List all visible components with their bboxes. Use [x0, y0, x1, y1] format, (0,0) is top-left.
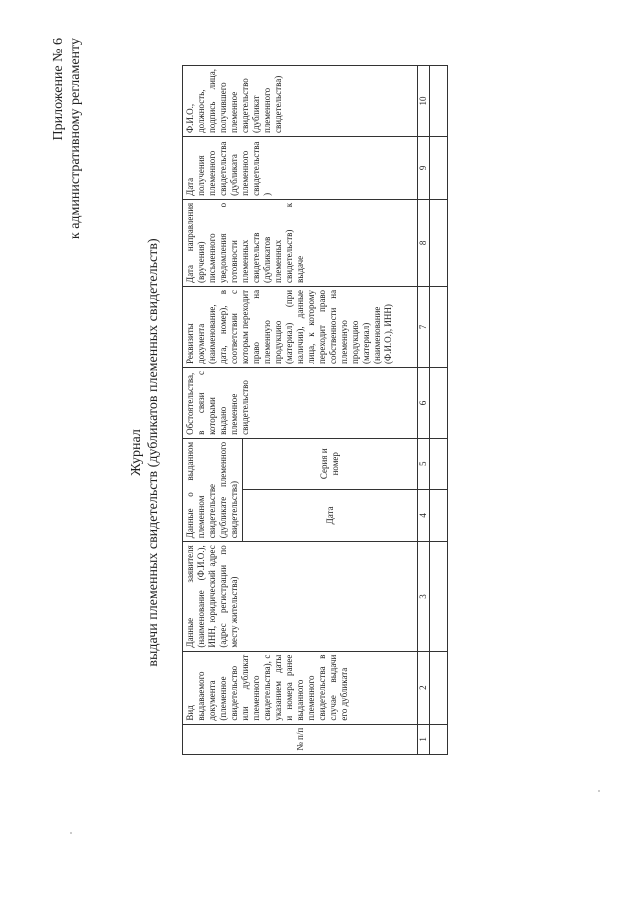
empty-row: [430, 66, 448, 755]
empty-cell: [430, 489, 448, 542]
header-series-number: Серия и номер: [243, 438, 418, 489]
empty-cell: [430, 66, 448, 137]
column-number: 1: [418, 724, 430, 754]
header-date: Дата: [243, 489, 418, 542]
column-number: 6: [418, 367, 430, 438]
title-main: Журнал: [129, 429, 144, 476]
title-subtitle: выдачи племенных свидетельств (дубликатов племенных свидетельств): [146, 238, 161, 667]
appendix-note: [50, 38, 84, 239]
empty-cell: [430, 542, 448, 651]
column-number-row: [418, 66, 430, 755]
header-notification-date: Дата направления (вручения) письменного уведомления о готовности племенных свидетельств (дубликатов племенных свидетельств) к выдаче: [183, 199, 418, 286]
empty-cell: [430, 367, 448, 438]
column-number: 2: [418, 651, 430, 724]
empty-cell: [430, 724, 448, 754]
column-number: 10: [418, 66, 430, 137]
header-applicant-data: Данные заявителя (наименование (Ф.И.О.), ИНН, юридический адрес (адрес регистрации по месту жительства): [183, 542, 418, 651]
header-circumstances: Обстоятельства, в связи с которыми выдано племенное свидетельство: [183, 367, 418, 438]
header-certificate-group: Данные о выданном племенном свидетельстве (дубликате племенного свидетельства): [183, 438, 243, 541]
empty-cell: [430, 137, 448, 200]
empty-cell: [430, 651, 448, 724]
scan-speck: [70, 832, 72, 834]
appendix-reference: к административному регламенту: [68, 38, 83, 240]
empty-cell: [430, 286, 448, 367]
empty-cell: [430, 199, 448, 286]
column-number: 9: [418, 137, 430, 200]
column-number: 5: [418, 438, 430, 489]
column-number: 7: [418, 286, 430, 367]
document-title: [128, 20, 162, 885]
appendix-number: Приложение № 6: [51, 38, 66, 141]
scan-speck: [598, 790, 600, 792]
column-number: 8: [418, 199, 430, 286]
column-number: 3: [418, 542, 430, 651]
header-recipient-signature: Ф.И.О., должность, подпись лица, получившего племенное свидетельство (дубликат племенного свидетельства): [183, 66, 418, 137]
header-number: № п/п: [183, 724, 418, 754]
column-number: 4: [418, 489, 430, 542]
header-document-details: Реквизиты документа (наименование, дата, номер), в соответствии с которым переходит право на племенную продукцию (материал) (при наличии), данные лица, к которому переходит право собственности на племенную продукцию (материал) (наименование (Ф.И.О.), ИНН): [183, 286, 418, 367]
empty-cell: [430, 438, 448, 489]
header-receipt-date: Дата получения племенного свидетельства (дубликата племенного свидетельства): [183, 137, 418, 200]
journal-table: [182, 65, 448, 755]
document-page: [20, 20, 620, 885]
header-document-type: Вид выдаваемого документа (племенное свидетельство или дубликат племенного свидетельства), с указанием даты и номера ранее выданного племенного свидетельства в случае выдачи его дубликата: [183, 651, 418, 724]
header-row: [183, 66, 243, 755]
